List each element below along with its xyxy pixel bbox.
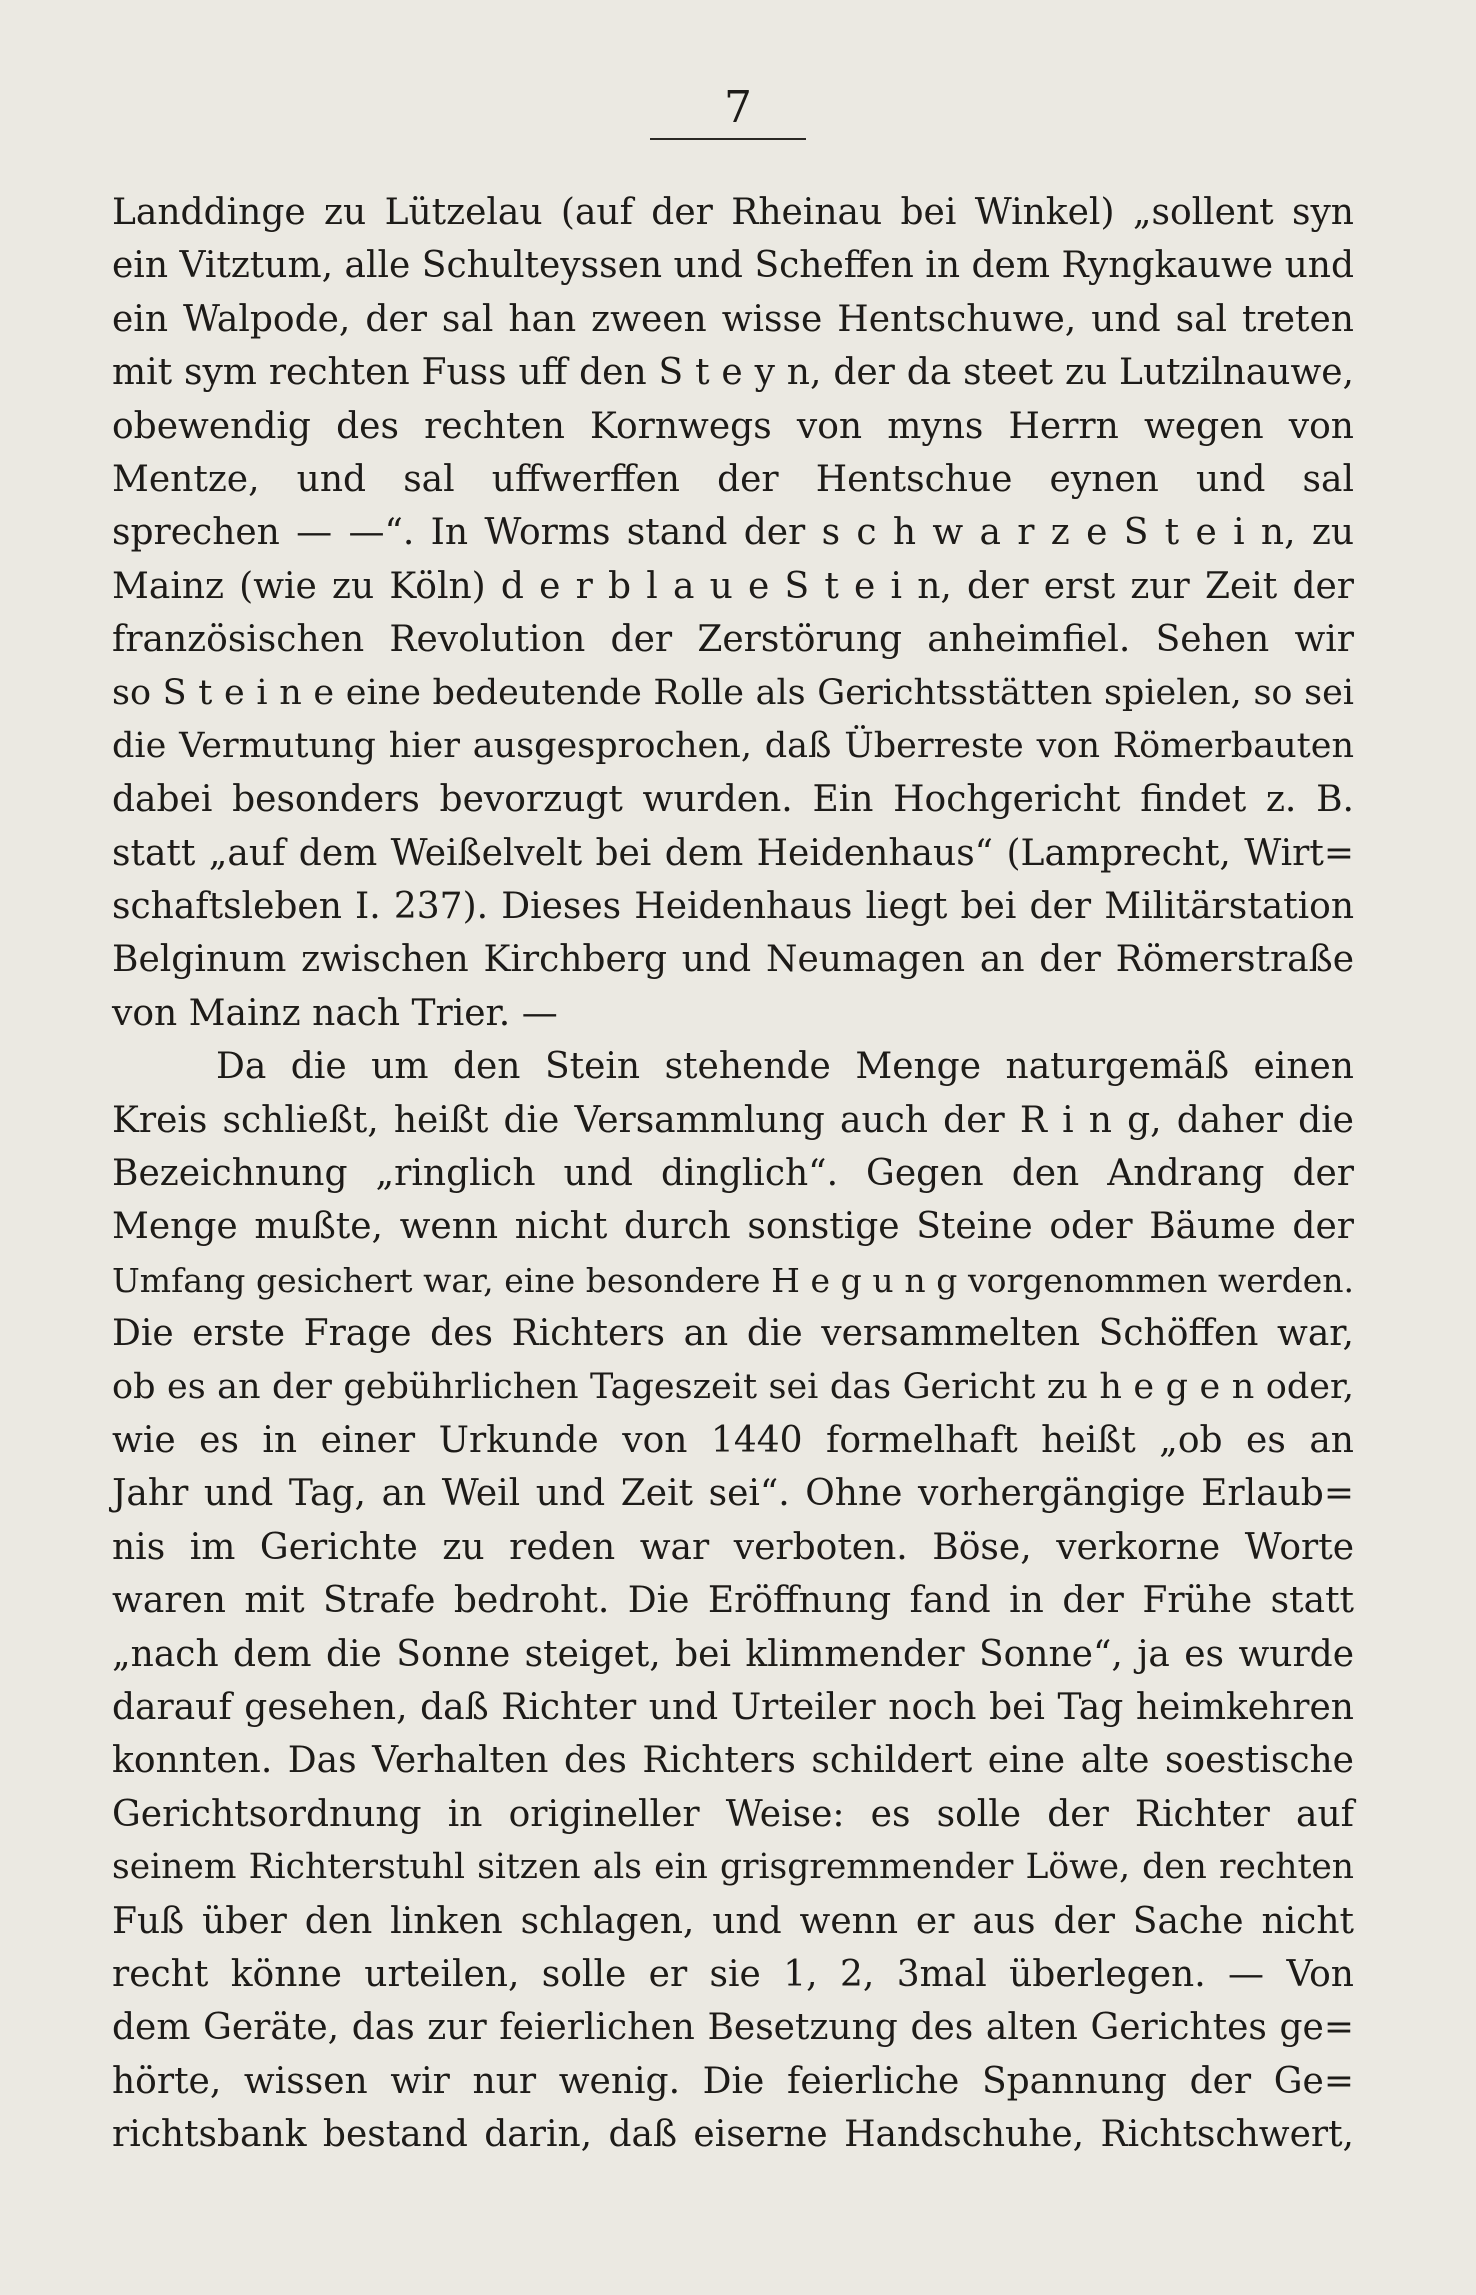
text-line: Mentze, und sal uffwerffen der Hentschue eynen und sal [112,458,1354,500]
text-line: Fuß über den linken schlagen, und wenn er aus der Sache nicht [112,1900,1354,1942]
text-line: richtsbank bestand darin, daß eiserne Handschuhe, Richtschwert, [112,2114,1354,2156]
text-line: Belginum zwischen Kirchberg und Neumagen an der Römerstraße [112,939,1354,981]
page-number: 7 [724,82,752,133]
text-line: wie es in einer Urkunde von 1440 formelhaft heißt „ob es an [112,1419,1354,1461]
text-line: seinem Richterstuhl sitzen als ein grisgremmender Löwe, den rechten [112,1847,1354,1888]
text-line: Gerichtsordnung in origineller Weise: es solle der Richter auf [112,1793,1354,1835]
text-line: waren mit Strafe bedroht. Die Eröffnung fand in der Frühe statt [112,1580,1354,1622]
text-line: recht könne urteilen, solle er sie 1, 2, 3mal überlegen. — Von [112,1953,1354,1995]
text-line: Jahr und Tag, an Weil und Zeit sei“. Ohne vorhergängige Erlaub= [112,1473,1354,1515]
text-line: ein Vitztum, alle Schulteyssen und Scheffen in dem Ryngkauwe und [112,245,1354,287]
text-line: so S t e i n e eine bedeutende Rolle als Gerichtsstätten spielen, so sei [112,672,1354,713]
text-line: nis im Gerichte zu reden war verboten. Böse, verkorne Worte [112,1526,1354,1568]
text-line: Bezeichnung „ringlich und dinglich“. Gegen den Andrang der [112,1153,1354,1195]
text-line: dem Geräte, das zur feierlichen Besetzung des alten Gerichtes ge= [112,2007,1354,2049]
text-line: hörte, wissen wir nur wenig. Die feierliche Spannung der Ge= [112,2060,1354,2102]
text-line: ein Walpode, der sal han zween wisse Hentschuwe, und sal treten [112,298,1354,340]
text-line: Kreis schließt, heißt die Versammlung auch der R i n g, daher die [112,1099,1354,1141]
text-line: Menge mußte, wenn nicht durch sonstige Steine oder Bäume der [112,1206,1354,1248]
text-line: „nach dem die Sonne steiget, bei klimmender Sonne“, ja es wurde [112,1633,1354,1675]
paragraph-end-line: von Mainz nach Trier. — [112,992,558,1034]
header-rule [650,138,806,140]
text-line: sprechen — —“. In Worms stand der s c h w a r z e S t e i n, zu [112,512,1354,554]
text-line: obewendig des rechten Kornwegs von myns Herrn wegen von [112,405,1354,447]
text-line: die Vermutung hier ausgesprochen, daß Überreste von Römerbauten [112,725,1354,766]
text-line: Umfang gesichert war, eine besondere H e g u n g vorgenommen werden. [112,1260,1354,1300]
text-line: Die erste Frage des Richters an die versammelten Schöffen war, [112,1313,1354,1355]
text-line: ob es an der gebührlichen Tageszeit sei das Gericht zu h e g e n oder, [112,1366,1354,1407]
paragraph-start-line: Da die um den Stein stehende Menge naturgemäß einen [216,1046,1354,1088]
text-line: französischen Revolution der Zerstörung anheimfiel. Sehen wir [112,619,1354,661]
text-line: statt „auf dem Weißelvelt bei dem Heidenhaus“ (Lamprecht, Wirt= [112,832,1354,874]
body-text [112,186,1354,2161]
text-line: mit sym rechten Fuss uff den S t e y n, der da steet zu Lutzilnauwe, [112,352,1354,394]
text-line: schaftsleben I. 237). Dieses Heidenhaus liegt bei der Militärstation [112,886,1354,928]
text-line: darauf gesehen, daß Richter und Urteiler noch bei Tag heimkehren [112,1686,1354,1728]
text-line: dabei besonders bevorzugt wurden. Ein Hochgericht findet z. B. [112,779,1354,821]
text-line: Landdinge zu Lützelau (auf der Rheinau bei Winkel) „sollent syn [112,192,1354,233]
text-line: Mainz (wie zu Köln) d e r b l a u e S t e i n, der erst zur Zeit der [112,565,1354,607]
text-line: konnten. Das Verhalten des Richters schildert eine alte soestische [112,1740,1354,1782]
